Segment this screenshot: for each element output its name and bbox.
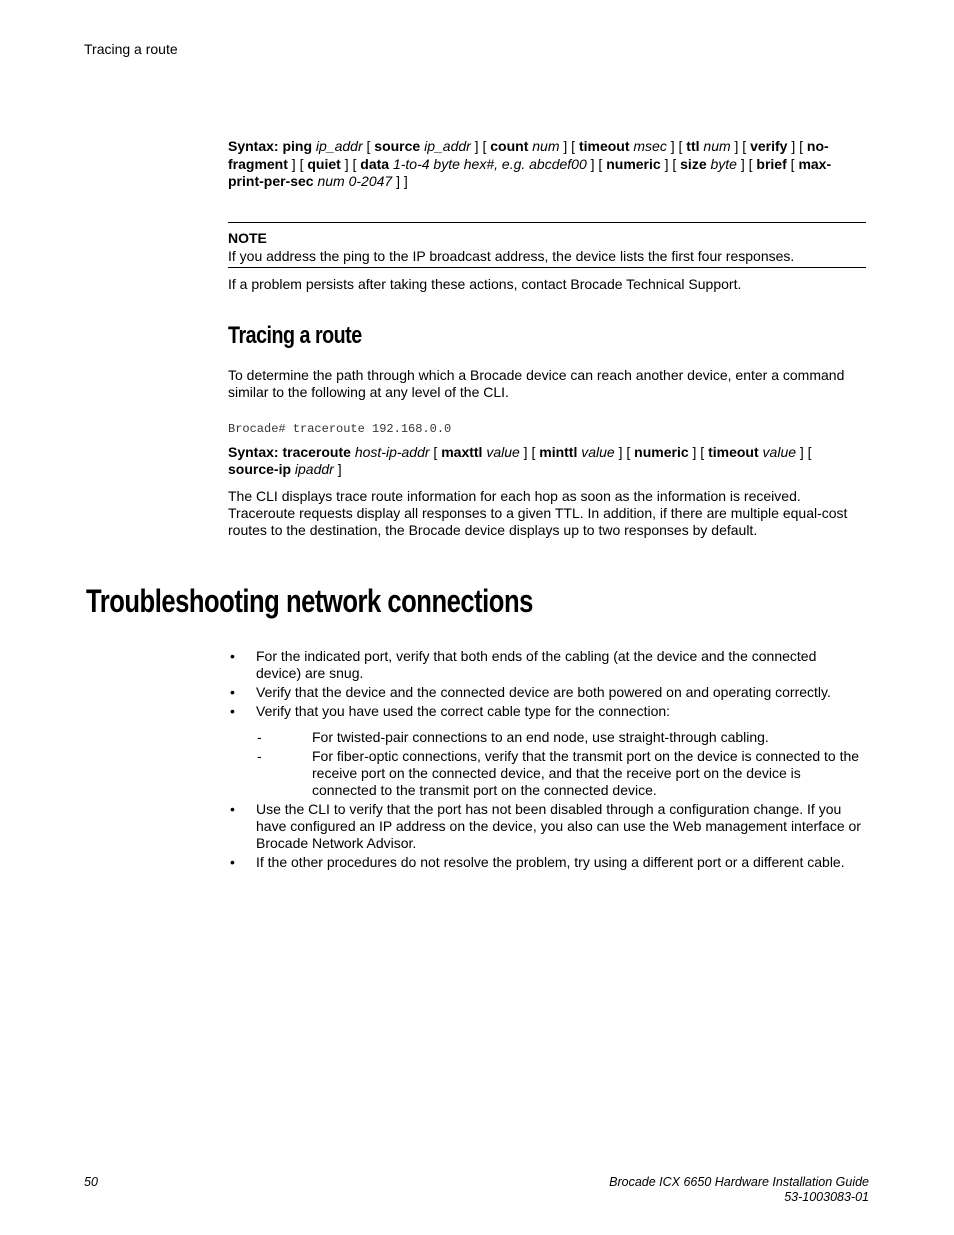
bullet-3-line-1: Verify that you have used the correct cable type for the connection: [256, 703, 671, 719]
syntax-token: num [532, 138, 560, 154]
ping-syntax-line-2 [228, 156, 840, 173]
syntax-token: size [680, 156, 711, 172]
syntax-token: timeout [708, 444, 763, 460]
bullet-2-line-1: Verify that the device and the connected device are both powered on and operating correctly. [256, 684, 831, 700]
bullet-marker: • [230, 648, 235, 664]
syntax-token: num [703, 138, 731, 154]
syntax-token: [ [362, 138, 375, 154]
syntax-token: Syntax: ping [228, 138, 316, 154]
traceroute-code-example: Brocade# traceroute 192.168.0.0 [228, 422, 452, 436]
syntax-token: timeout [578, 138, 634, 154]
tracing-desc-line-3: routes to the destination, the Brocade device displays up to two responses by default. [228, 522, 758, 538]
sub-item-2-line-3: connected to the transmit port on the connected device. [312, 782, 657, 798]
syntax-token: value [581, 444, 615, 460]
bullet-marker: • [230, 801, 235, 817]
syntax-token: [ [786, 156, 799, 172]
note-top-rule [228, 222, 866, 223]
footer-doc-title: Brocade ICX 6650 Hardware Installation Guide [609, 1175, 869, 1189]
syntax-token: ] [ [787, 138, 807, 154]
ping-syntax-line-3 [228, 173, 840, 190]
syntax-token: ip_addr [315, 138, 363, 154]
sub-item-2-line-1: For fiber-optic connections, verify that the transmit port on the device is connected to the [312, 748, 860, 764]
footer-doc-number: 53-1003083-01 [784, 1190, 869, 1204]
syntax-token: ] [ [287, 156, 308, 172]
bullet-4-line-1: Use the CLI to verify that the port has not been disabled through a configuration change. If you [256, 801, 842, 817]
syntax-token: numeric [634, 444, 689, 460]
troubleshooting-heading: Troubleshooting network connections [86, 583, 533, 619]
syntax-token: ] [ [559, 138, 579, 154]
syntax-token: ] [ [340, 156, 361, 172]
note-text: If you address the ping to the IP broadcast address, the device lists the first four responses. [228, 248, 795, 264]
tracing-intro-line-1: To determine the path through which a Brocade device can reach another device, enter a command [228, 367, 845, 383]
note-label: NOTE [228, 230, 267, 246]
syntax-token: brief [756, 156, 787, 172]
syntax-token: ] [ [614, 444, 635, 460]
bullet-5-line-1: If the other procedures do not resolve the problem, try using a different port or a different cable. [256, 854, 845, 870]
syntax-token: value [486, 444, 520, 460]
syntax-token: verify [750, 138, 788, 154]
sub-item-2-line-2: receive port on the connected device, and that the receive port on the device is [312, 765, 801, 781]
syntax-token: value [762, 444, 797, 460]
tracing-desc-line-1: The CLI displays trace route information for each hop as soon as the information is received. [228, 488, 801, 504]
bullet-1-line-2: device) are snug. [256, 665, 364, 681]
syntax-token: ] [ [796, 444, 812, 460]
syntax-token: ] [ [586, 156, 607, 172]
syntax-token: ] [ [666, 138, 687, 154]
syntax-token: ] [ [736, 156, 757, 172]
tracing-desc-line-2: Traceroute requests display all responses to a given TTL. In addition, if there are multiple equal-cost [228, 505, 848, 521]
syntax-token: ttl [686, 138, 704, 154]
bullet-marker: • [230, 854, 235, 870]
persist-paragraph: If a problem persists after taking these actions, contact Brocade Technical Support. [228, 276, 742, 292]
bullet-marker: • [230, 703, 235, 719]
syntax-token: ] [ [660, 156, 681, 172]
bullet-1-line-1: For the indicated port, verify that both ends of the cabling (at the device and the connected [256, 648, 817, 664]
dash-marker: - [257, 729, 262, 745]
page-number: 50 [84, 1175, 98, 1189]
syntax-token: ] ] [392, 173, 408, 189]
syntax-token: source-ip [228, 461, 295, 477]
syntax-token: count [490, 138, 533, 154]
sub-item-1-line-1: For twisted-pair connections to an end node, use straight-through cabling. [312, 729, 769, 745]
syntax-token: print-per-sec [228, 173, 318, 189]
syntax-token: ipaddr [294, 461, 334, 477]
syntax-token: ] [ [688, 444, 709, 460]
syntax-token: fragment [228, 156, 288, 172]
syntax-token: quiet [307, 156, 341, 172]
syntax-token: no- [806, 138, 829, 154]
syntax-token: 1-to-4 byte hex#, e.g. abcdef00 [392, 156, 587, 172]
syntax-token: source [374, 138, 425, 154]
ping-syntax-line-1 [228, 138, 840, 155]
syntax-token: ] [333, 461, 342, 477]
syntax-token: ip_addr [424, 138, 471, 154]
syntax-token: byte [710, 156, 737, 172]
syntax-token: [ [429, 444, 442, 460]
syntax-token: ] [ [730, 138, 751, 154]
dash-marker: - [257, 748, 262, 764]
syntax-token: ] [ [519, 444, 540, 460]
syntax-token: maxttl [441, 444, 487, 460]
syntax-token: Syntax: traceroute [228, 444, 355, 460]
tracing-intro-line-2: similar to the following at any level of the CLI. [228, 384, 509, 400]
traceroute-syntax-line-2 [228, 461, 840, 478]
syntax-token: num 0-2047 [317, 173, 393, 189]
bullet-4-line-3: Brocade Network Advisor. [256, 835, 417, 851]
syntax-token: host-ip-addr [354, 444, 430, 460]
syntax-token: ] [ [470, 138, 491, 154]
syntax-token: data [360, 156, 393, 172]
bullet-marker: • [230, 684, 235, 700]
note-bottom-rule [228, 267, 866, 268]
syntax-token: max- [798, 156, 832, 172]
syntax-token: numeric [606, 156, 661, 172]
running-header: Tracing a route [84, 41, 178, 57]
syntax-token: msec [633, 138, 667, 154]
traceroute-syntax-line-1 [228, 444, 840, 461]
tracing-heading: Tracing a route [228, 322, 362, 349]
bullet-4-line-2: have configured an IP address on the device, you also can use the Web management interface or [256, 818, 861, 834]
syntax-token: minttl [539, 444, 582, 460]
